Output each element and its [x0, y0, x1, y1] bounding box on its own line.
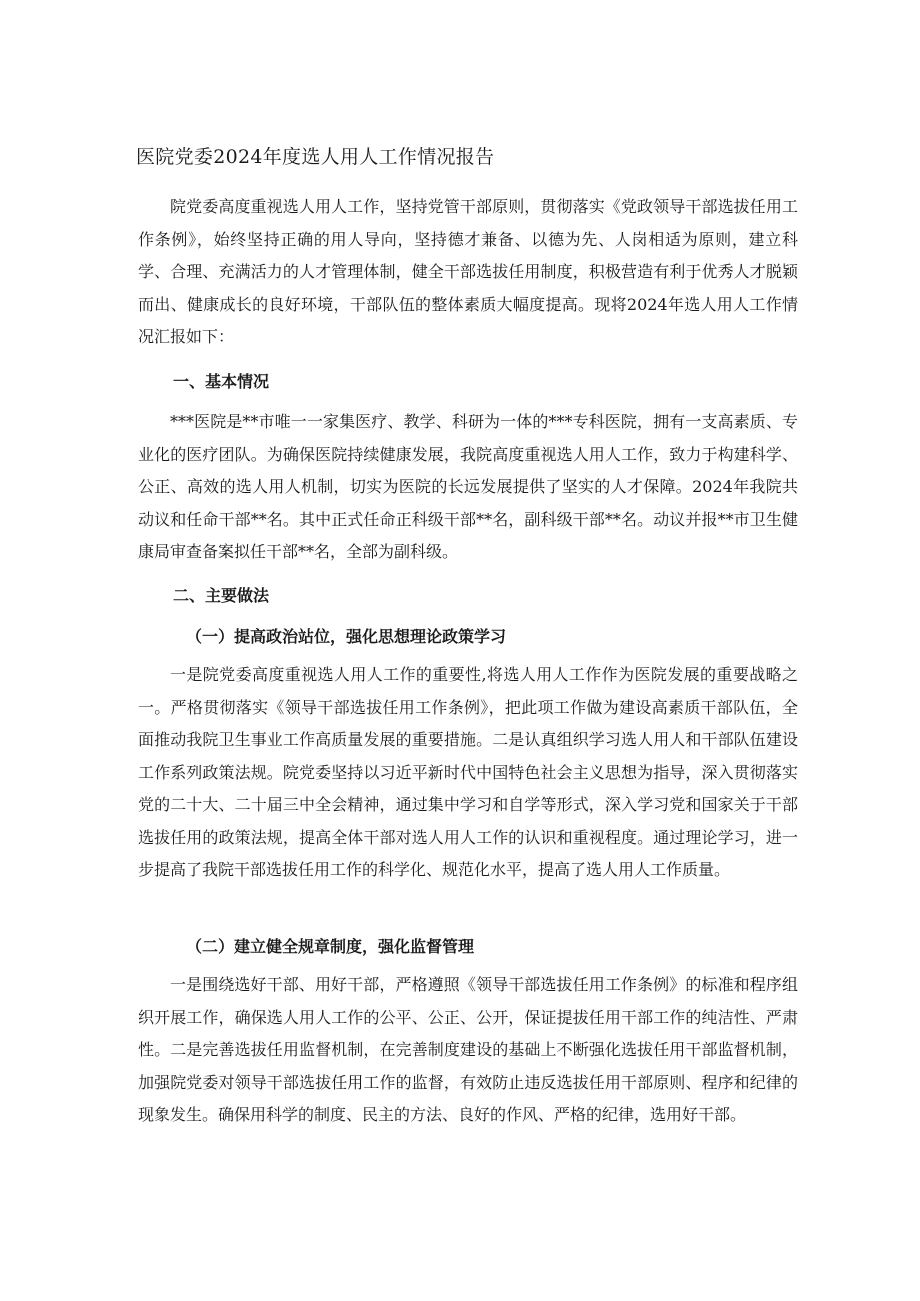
document-title: 医院党委2024年度选人用人工作情况报告	[136, 146, 495, 168]
section-body-basic: ***医院是**市唯一一家集医疗、教学、科研为一体的***专科医院，拥有一支高素质、专业化的医疗团队。为确保医院持续健康发展，我院高度重视选人用人工作，致力于构建科学、公正、高效的选人用人机制，切实为医院的长远发展提供了坚实的人才保障。2024年我院共动议和任命干部**名。其中正式任命正科级干部**名，副科级干部**名。动议并报**市卫生健康局审查备案拟任干部**名，全部为副科级。	[138, 412, 798, 561]
section-heading-main-practices: 二、主要做法	[173, 586, 270, 605]
subsection-heading-2: （二）建立健全规章制度，强化监督管理	[186, 937, 475, 956]
subsection-heading-1: （一）提高政治站位，强化思想理论政策学习	[186, 627, 507, 646]
subsection-body-2: 一是围绕选好干部、用好干部，严格遵照《领导干部选拔任用工作条例》的标准和程序组织开展工作，确保选人用人工作的公平、公正、公开，保证提拔任用干部工作的纯洁性、严肃性。二是完善选拔任用监督机制，在完善制度建设的基础上不断强化选拔任用干部监督机制，加强院党委对领导干部选拔任用工作的监督，有效防止违反选拔任用干部原则、程序和纪律的现象发生。确保用科学的制度、民主的方法、良好的作风、严格的纪律，选用好干部。	[138, 975, 798, 1124]
subsection-body-1: 一是院党委高度重视选人用人工作的重要性,将选人用人工作作为医院发展的重要战略之一。严格贯彻落实《领导干部选拔任用工作条例》，把此项工作做为建设高素质干部队伍，全面推动我院卫生事业工作高质量发展的重要措施。二是认真组织学习选人用人和干部队伍建设工作系列政策法规。院党委坚持以习近平新时代中国特色社会主义思想为指导，深入贯彻落实党的二十大、二十届三中全会精神，通过集中学习和自学等形式，深入学习党和国家关于干部选拔任用的政策法规，提高全体干部对选人用人工作的认识和重视程度。通过理论学习，进一步提高了我院干部选拔任用工作的科学化、规范化水平，提高了选人用人工作质量。	[138, 665, 798, 879]
intro-paragraph: 院党委高度重视选人用人工作，坚持党管干部原则，贯彻落实《党政领导干部选拔任用工作条例》，始终坚持正确的用人导向，坚持德才兼备、以德为先、人岗相适为原则，建立科学、合理、充满活力的人才管理体制，健全干部选拔任用制度，积极营造有利于优秀人才脱颖而出、健康成长的良好环境，干部队伍的整体素质大幅度提高。现将2024年选人用人工作情况汇报如下：	[138, 197, 798, 346]
section-heading-basic: 一、基本情况	[173, 372, 270, 391]
